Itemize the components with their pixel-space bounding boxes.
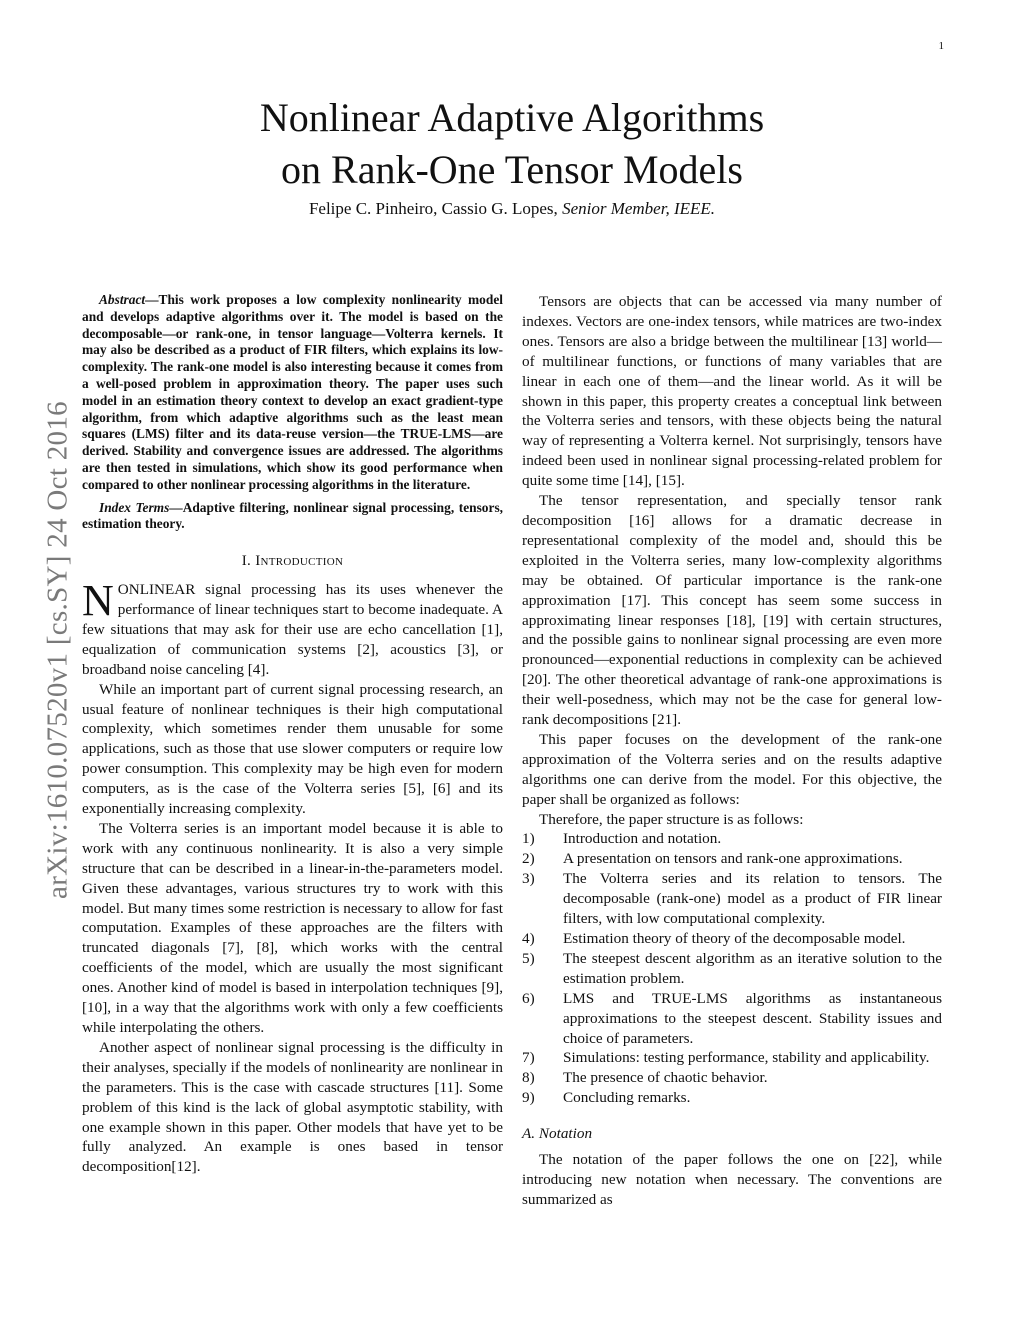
list-item-number: 5) [522, 949, 535, 967]
section-number: I. [241, 553, 252, 570]
list-item-number: 8) [522, 1069, 535, 1087]
title-line-2: on Rank-One Tensor Models [281, 147, 743, 192]
drop-cap: N [82, 576, 114, 626]
list-item-number: 1) [522, 830, 535, 848]
paper-title [0, 92, 1024, 196]
list-item-text: Introduction and notation. [563, 830, 722, 848]
subsection-heading-notation: A. Notation [522, 1125, 593, 1143]
list-item-text: Simulations: testing performance, stability and applicability. [563, 1049, 930, 1067]
list-item [522, 949, 942, 989]
list-item-text: The Volterra series and its relation to tensors. The decomposable (rank-one) model as a product of FIR linear filters, with low computational complexity. [563, 870, 942, 928]
list-item [522, 1088, 942, 1108]
list-item-text: A presentation on tensors and rank-one approximations. [563, 850, 903, 868]
notation-paragraph: The notation of the paper follows the one on [22], while introducing new notation when necessary. The conventions are summarized as [522, 1151, 942, 1208]
list-item-number: 4) [522, 930, 535, 947]
list-item [522, 829, 942, 849]
index-terms [82, 500, 503, 534]
page-number: 1 [938, 40, 944, 52]
author-names: Felipe C. Pinheiro, Cassio G. Lopes, [308, 199, 563, 218]
list-item [522, 989, 942, 1049]
author-role: Senior Member, IEEE. [562, 199, 716, 218]
list-item [522, 1048, 942, 1068]
structure-intro: Therefore, the paper structure is as follows: [539, 810, 804, 828]
left-column [82, 292, 503, 1177]
intro-paragraph-4: Another aspect of nonlinear signal processing is the difficulty in their analyses, specially if the models of nonlinearity are nonlinear in the parameters. This is the case with cascade structures [11]. Some problem of this kind is the lack of global asymptotic stability, with one example shown in this paper. Other models that have yet to be fully analyzed. An example is ones based in tensor decomposition[12]. [82, 1038, 503, 1176]
list-item-number: 2) [522, 850, 535, 868]
tensor-paragraph-2: The tensor representation, and specially tensor rank decomposition [16] allows for a dramatic decrease in representational complexity of the model and, should this be exploited in the Volterra series, many low-complexity algorithms may be obtained. Of particular importance is the rank-one approximation [17]. This concept has seem some success in approximating linear responses [18], [19] with certain structures, and the possible gains to nonlinear signal processing are even more pronounced—exponential reductions in complexity can be achieved [20]. The other theoretical advantage of rank-one approximations is their well-posedness, which may not be the case for general low-rank decompositions [21]. [522, 492, 942, 729]
list-item-text: The presence of chaotic behavior. [563, 1069, 768, 1087]
index-terms-label: Index Terms [99, 499, 170, 515]
list-item [522, 929, 942, 949]
section-title: Introduction [255, 553, 344, 570]
right-column [522, 292, 942, 1210]
abstract-label: Abstract [99, 292, 146, 307]
abstract-text: —This work proposes a low complexity nonlinearity model and develops adaptive algorithms over it. The model is based on the decomposable—or rank-one, in tensor language—Volterra kernels. It may also be described as a product of FIR filters, which explains its low-complexity. The rank-one model is also interesting because it comes from a well-posed problem in approximation theory. The paper uses such model in an estimation theory context to develop an exact gradient-type algorithm, from which adaptive algorithms such as the least mean squares (LMS) filter and its data-reuse version—the TRUE-LMS—are derived. Stability and convergence issues are addressed. The algorithms are then tested in simulations, which show its good performance when compared to other nonlinear processing algorithms in the literature. [82, 292, 503, 492]
list-item-text: Concluding remarks. [563, 1089, 691, 1107]
list-item [522, 869, 942, 929]
intro-paragraph-2: While an important part of current signal processing research, an usual feature of nonlinear techniques is their high computational complexity, which sometimes render them unusable for some applications, such as those that use slower computers or require low power consumption. This complexity may be high even for modern computers, as is the case of the Volterra series [5], [6] and its exponentially increasing complexity. [82, 680, 503, 818]
list-item-text: The steepest descent algorithm as an iterative solution to the estimation problem. [563, 949, 942, 987]
list-item-number: 7) [522, 1049, 535, 1067]
tensor-paragraph-1: Tensors are objects that can be accessed via many number of indexes. Vectors are one-index tensors, while matrices are two-index ones. Tensors are also a bridge between the multilinear [13] world—of multilinear functions, or functions of many variables that are linear in each one of them—and the linear world. As it will be shown in this paper, this property creates a conceptual link between the Volterra series and tensors, with these objects being the natural way of representing a Volterra kernel. Not surprisingly, tensors have indeed been used in nonlinear signal processing-related problem for quite some time [14], [15]. [522, 293, 942, 490]
paper-structure-list [522, 829, 942, 1108]
list-item [522, 849, 942, 869]
abstract [82, 292, 503, 494]
list-item-number: 6) [522, 989, 535, 1007]
focus-paragraph: This paper focuses on the development of the rank-one approximation of the Volterra series and on the results adaptive algorithms one can derive from the model. For this objective, the paper shall be organized as follows: [522, 730, 942, 808]
intro-paragraph-1 [82, 576, 503, 680]
list-item-text: LMS and TRUE-LMS algorithms as instantaneous approximations to the steepest descent. Stability issues and choice of parameters. [563, 989, 942, 1047]
title-line-1: Nonlinear Adaptive Algorithms [259, 95, 765, 140]
author-line [0, 199, 1024, 219]
list-item-number: 9) [522, 1089, 535, 1107]
intro-p1-text: ONLINEAR signal processing has its uses whenever the performance of linear techniques start to become inadequate. A few situations that may ask for their use are echo cancellation [1], equalization of communication systems [2], acoustics [3], or broadband noise canceling [4]. [82, 581, 503, 678]
intro-paragraph-3: The Volterra series is an important model because it is able to work with any continuous nonlinearity. It is also a very simple structure that can be described in a linear-in-the-parameters model. Given these advantages, various structures try to work with this model. But many times some restriction is necessary to allow for fast computation. Examples of these approaches are the filters with truncated diagonals [7], [8], which works with the central coefficients of the model, which are usually the most significant ones. Another kind of model is based in interpolation techniques [9], [10], in a way that the algorithms work with only a few coefficients while interpolating the others. [82, 819, 503, 1036]
index-terms-text: —Adaptive filtering, nonlinear signal processing, tensors, estimation theory. [82, 499, 503, 532]
list-item-number: 3) [522, 870, 535, 888]
arxiv-id: arXiv:1610.07520v1 [cs.SY] 24 Oct 2016 [41, 401, 74, 899]
list-item [522, 1068, 942, 1088]
list-item-text: Estimation theory of theory of the decomposable model. [563, 930, 906, 947]
section-heading-introduction [82, 552, 503, 572]
